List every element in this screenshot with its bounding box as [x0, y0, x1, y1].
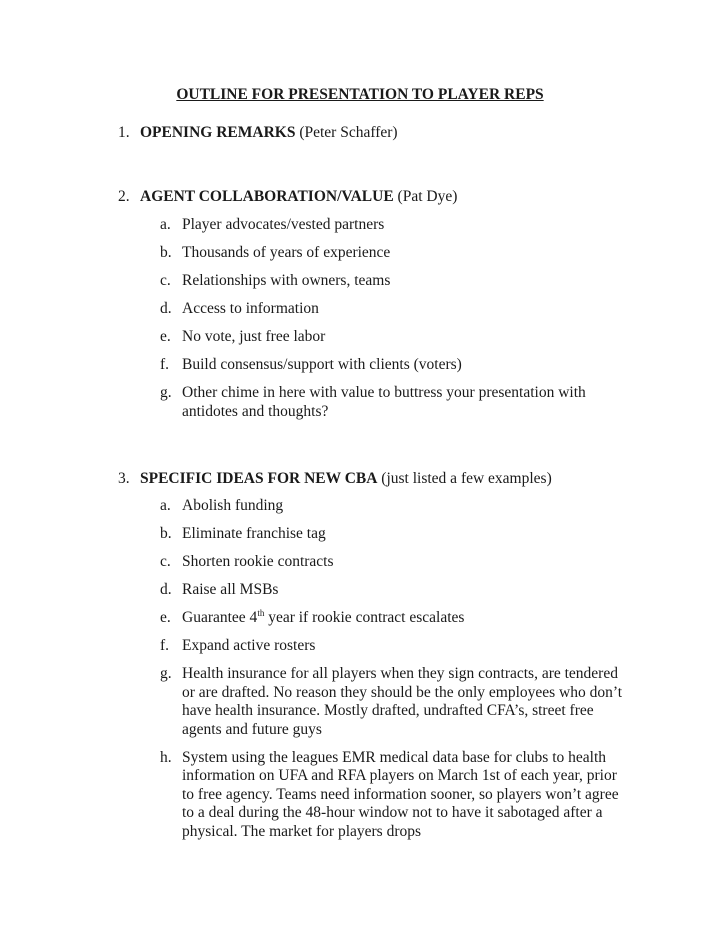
- item-text: Thousands of years of experience: [182, 244, 391, 261]
- item-letter: a.: [160, 216, 171, 233]
- list-item: [160, 356, 630, 375]
- section-header: [118, 187, 658, 207]
- item-text: Expand active rosters: [182, 637, 316, 654]
- list-item: [160, 244, 630, 263]
- item-letter: e.: [160, 328, 171, 345]
- item-text: Health insurance for all players when they sign contracts, are tendered or are drafted. No reason they should be the only employees who don’t have health insurance. Mostly drafted, undrafted CFA’s, street free agents and future guys: [182, 665, 623, 738]
- section-opening-remarks: [118, 123, 658, 143]
- section-agent-collaboration: [118, 187, 658, 420]
- section-title-line: [140, 187, 457, 207]
- item-letter: g.: [160, 665, 172, 682]
- list-item: [160, 525, 630, 544]
- list-item: [160, 665, 630, 739]
- section-specific-ideas: [118, 469, 658, 840]
- list-item: [160, 637, 630, 656]
- list-item: [160, 497, 630, 516]
- list-item: [160, 749, 630, 842]
- item-text: Raise all MSBs: [182, 581, 279, 598]
- item-letter: f.: [160, 356, 170, 373]
- section-number: 1.: [118, 124, 130, 141]
- section-note: (Peter Schaffer): [295, 124, 398, 141]
- list-item: [160, 328, 630, 347]
- section-title-line: [140, 469, 552, 489]
- item-letter: e.: [160, 609, 171, 626]
- item-letter: d.: [160, 581, 172, 598]
- item-text: Shorten rookie contracts: [182, 553, 334, 570]
- item-text: Eliminate franchise tag: [182, 525, 326, 542]
- list-item: [160, 272, 630, 291]
- list-item: [160, 581, 630, 600]
- item-list: [160, 497, 630, 851]
- item-letter: b.: [160, 525, 172, 542]
- section-header: [118, 469, 658, 489]
- item-letter: b.: [160, 244, 172, 261]
- section-note: (Pat Dye): [393, 188, 458, 205]
- item-text: Access to information: [182, 300, 319, 317]
- item-text: Relationships with owners, teams: [182, 272, 391, 289]
- section-title-line: [140, 123, 398, 143]
- item-list: [160, 216, 630, 431]
- item-letter: d.: [160, 300, 172, 317]
- list-item: [160, 384, 630, 421]
- item-text: Player advocates/vested partners: [182, 216, 385, 233]
- item-text: [182, 609, 464, 626]
- item-letter: a.: [160, 497, 171, 514]
- item-text: Build consensus/support with clients (voters): [182, 356, 462, 373]
- section-number: 3.: [118, 470, 130, 487]
- list-item: [160, 609, 630, 628]
- section-header: [118, 123, 658, 143]
- section-number: 2.: [118, 188, 130, 205]
- item-text: Abolish funding: [182, 497, 284, 514]
- item-letter: c.: [160, 272, 171, 289]
- item-text-before: Guarantee 4: [182, 609, 258, 626]
- list-item: [160, 216, 630, 235]
- list-item: [160, 300, 630, 319]
- ordinal-superscript: th: [257, 607, 265, 618]
- section-heading: OPENING REMARKS: [140, 124, 296, 141]
- list-item: [160, 553, 630, 572]
- section-heading: SPECIFIC IDEAS FOR NEW CBA: [140, 470, 378, 487]
- item-text: System using the leagues EMR medical data base for clubs to health information on UFA and RFA players on March 1st of each year, prior to free agency. Teams need information sooner, so players won’t agree to a deal during the 48-hour window not to have it sabotaged after a physical. The market for players drops: [182, 748, 619, 840]
- item-letter: h.: [160, 748, 172, 766]
- item-letter: g.: [160, 384, 172, 401]
- item-text: Other chime in here with value to buttress your presentation with antidotes and thoughts?: [182, 384, 586, 420]
- item-letter: f.: [160, 637, 170, 654]
- item-text: No vote, just free labor: [182, 328, 326, 345]
- item-text-after: year if rookie contract escalates: [264, 609, 465, 626]
- section-note: (just listed a few examples): [377, 470, 552, 487]
- item-letter: c.: [160, 553, 171, 570]
- section-heading: AGENT COLLABORATION/VALUE: [140, 188, 394, 205]
- document-title: OUTLINE FOR PRESENTATION TO PLAYER REPS: [176, 86, 544, 103]
